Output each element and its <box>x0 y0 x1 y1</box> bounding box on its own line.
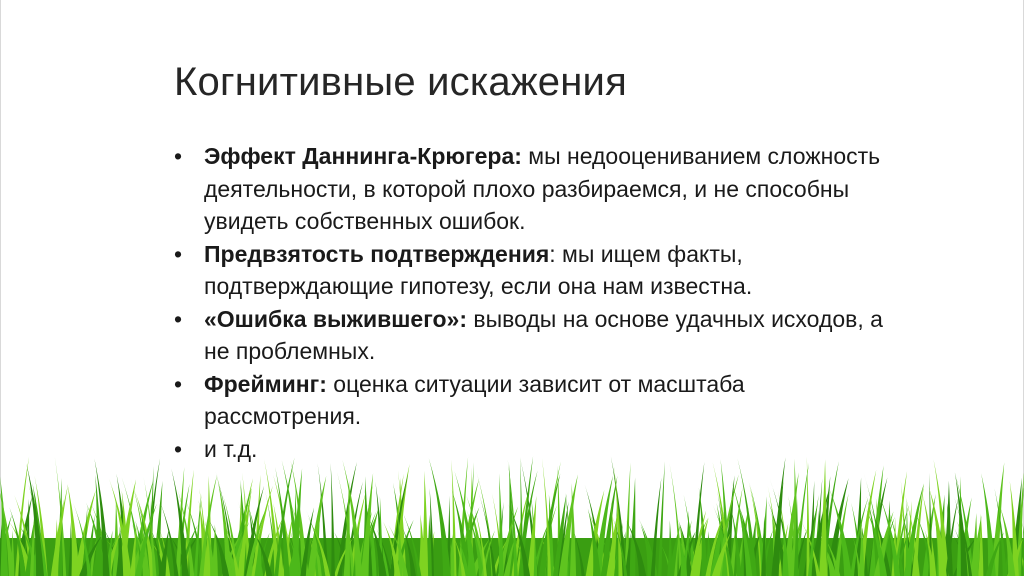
grass-blade <box>806 457 810 576</box>
grass-blade <box>422 471 429 576</box>
bullet-text: мы недооцениванием сложность деятельности, в которой плохо разбираемся, и не способны увидеть собственных ошибок. <box>204 143 881 234</box>
bullet-term: Эффект Даннинга-Крюгера: <box>204 143 522 169</box>
bullet-text: и т.д. <box>204 435 258 462</box>
bullet-icon: • <box>174 435 183 462</box>
bullet-item-confirmation-bias <box>174 238 894 303</box>
bullet-icon: • <box>174 240 183 267</box>
bullet-text: оценка ситуации зависит от масштаба рассмотрения. <box>204 370 745 429</box>
bullet-term: Фрейминг: <box>204 370 327 397</box>
bullet-text: : мы ищем факты, подтверждающие гипотезу, если она нам известна. <box>204 240 753 299</box>
grass-decoration <box>0 456 1024 576</box>
bullet-list <box>174 140 894 465</box>
bullet-icon: • <box>174 370 183 397</box>
bullet-term: «Ошибка выжившего»: <box>204 305 467 332</box>
bullet-item-survivorship-bias <box>174 303 894 368</box>
bullet-term: Предвзятость подтверждения <box>204 240 550 267</box>
grass-blade <box>498 473 503 576</box>
slide-title: Когнитивные искажения <box>174 60 627 104</box>
bullet-item-dunning-kruger <box>174 140 894 238</box>
bullet-icon: • <box>174 305 183 332</box>
bullet-text: выводы на основе удачных исходов, а не проблемных. <box>204 305 883 364</box>
bullet-item-framing <box>174 368 894 433</box>
bullet-icon: • <box>174 143 183 169</box>
